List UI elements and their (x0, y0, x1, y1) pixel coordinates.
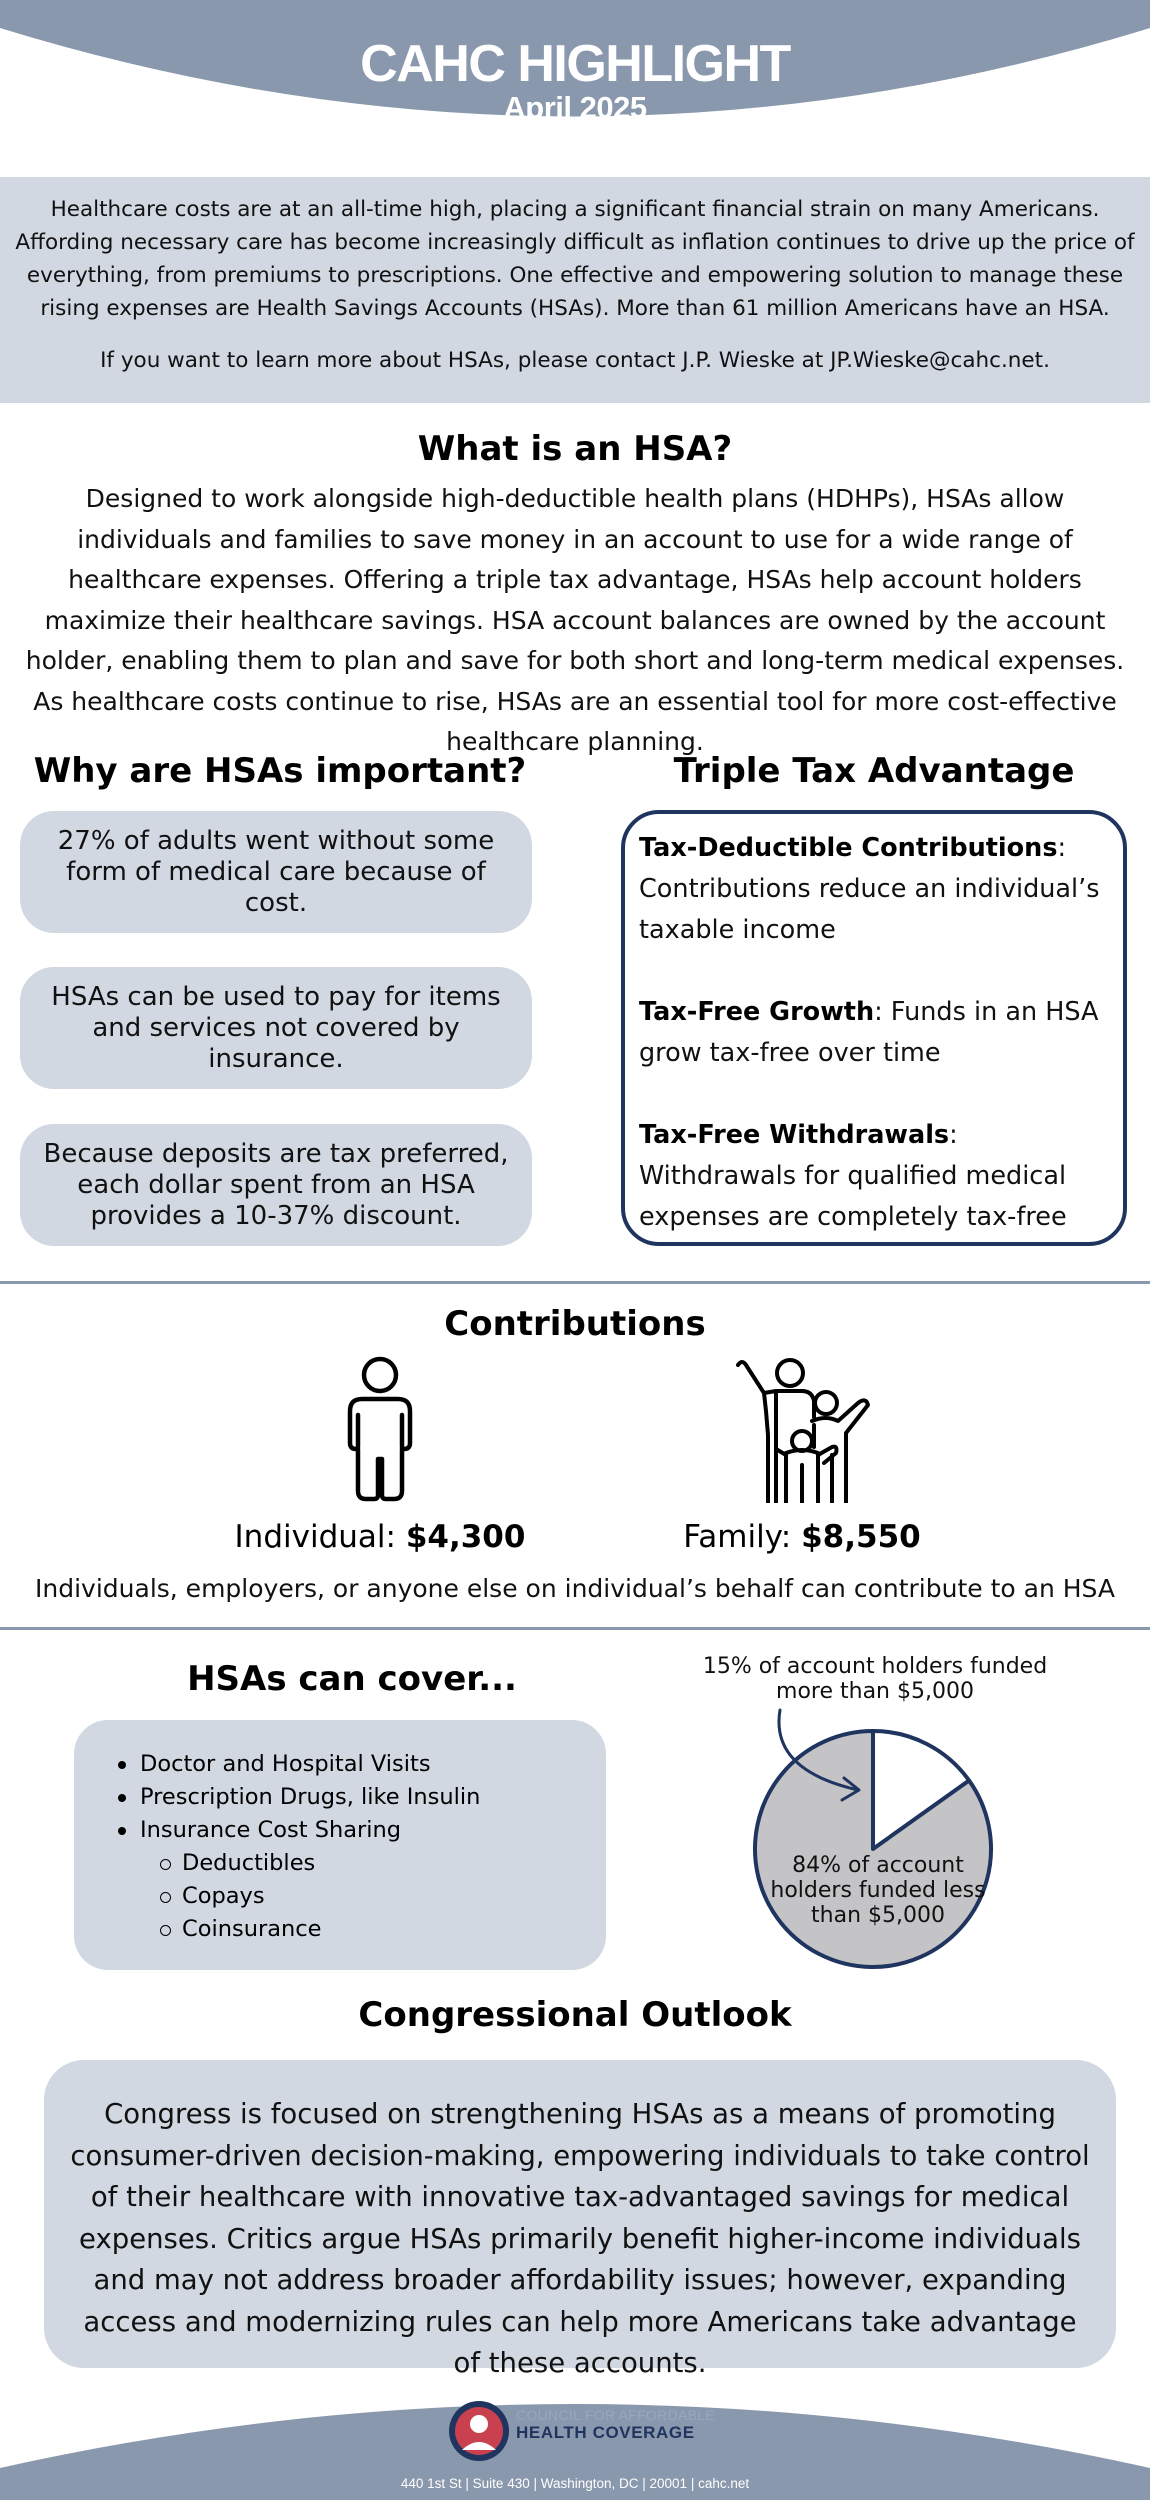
why-item: 27% of adults went without some form of medical care because of cost. (20, 811, 532, 933)
outlook-text: Congress is focused on strengthening HSAs as a means of promoting consumer-driven decision-making, empowering individuals to take control of their healthcare with innovative tax-advantaged savings for medical expenses. Critics argue HSAs primarily benefit higher-income individuals and may not address broader affordability issues; however, expanding access and modernizing rules can help more Americans take advantage of these accounts. (70, 2098, 1090, 2379)
sub-list-item: Deductibles (140, 1847, 606, 1880)
what-heading: What is an HSA? (417, 429, 733, 469)
family-amount: $8,550 (801, 1519, 921, 1555)
tax-advantage-title: Tax-Free Growth (639, 997, 875, 1027)
footer-address: 440 1st St | Suite 430 | Washington, DC | 20001 | cahc.net (400, 2476, 750, 2491)
sub-list-item: Copays (140, 1880, 606, 1913)
pie-label-small: 15% of account holders funded more than $5,000 (702, 1654, 1048, 1704)
family-contribution (652, 1519, 952, 1555)
individual-amount: $4,300 (405, 1519, 526, 1555)
individual-contribution (230, 1519, 530, 1555)
tax-advantage-text: : Contributions reduce an individual’s taxable income (639, 833, 1100, 945)
triple-tax-box (621, 810, 1127, 1246)
list-item: Insurance Cost Sharing (140, 1814, 606, 1847)
cahc-logo-icon (446, 2398, 512, 2464)
why-heading: Why are HSAs important? (33, 751, 527, 791)
family-icon (728, 1355, 876, 1503)
family-label: Family: (683, 1519, 802, 1555)
why-item: Because deposits are tax preferred, each dollar spent from an HSA provides a 10-37% discount. (20, 1124, 532, 1246)
contribution-note: Individuals, employers, or anyone else on individual’s behalf can contribute to an HSA (35, 1574, 1115, 1603)
logo-text-line1: COUNCIL FOR AFFORDABLE (516, 2407, 715, 2423)
cover-heading: HSAs can cover... (187, 1659, 517, 1699)
sub-list-item: Coinsurance (140, 1913, 606, 1946)
contact-text: If you want to learn more about HSAs, please contact J.P. Wieske at JP.Wieske@cahc.net. (100, 348, 1050, 373)
outlook-box (44, 2060, 1116, 2379)
section-divider (0, 1627, 1150, 1630)
what-text: Designed to work alongside high-deductible health plans (HDHPs), HSAs allow individuals and families to save money in an account to use for a wide range of healthcare expenses. Offering a triple tax advantage, HSAs help account holders maximize their healthcare savings. HSA account balances are owned by the account holder, enabling them to plan and save for both short and long-term medical expenses. As healthcare costs continue to rise, HSAs are an essential tool for more cost-effective healthcare planning. (25, 484, 1125, 756)
triple-heading: Triple Tax Advantage (673, 751, 1075, 791)
section-divider (0, 1281, 1150, 1284)
tax-advantage-text: : Withdrawals for qualified medical expenses are completely tax-free (639, 1120, 1067, 1232)
pie-label-large: 84% of account holders funded less than $5,000 (770, 1853, 986, 1928)
intro-band (0, 177, 1150, 403)
tax-advantage-item (639, 992, 1109, 1074)
individual-label: Individual: (234, 1519, 406, 1555)
logo-text-line2: HEALTH COVERAGE (516, 2423, 695, 2442)
tax-advantage-item (639, 1115, 1109, 1238)
header-banner (0, 0, 1150, 175)
person-icon (340, 1355, 420, 1503)
contributions-heading: Contributions (444, 1304, 706, 1344)
arrow-icon (760, 1700, 900, 1810)
tax-advantage-item (639, 828, 1109, 951)
why-item: HSAs can be used to pay for items and services not covered by insurance. (20, 967, 532, 1089)
page-title: CAHC HIGHLIGHT (360, 35, 790, 93)
intro-text: Healthcare costs are at an all-time high, placing a significant financial strain on many Americans. Affording necessary care has become increasingly difficult as inflation continues to drive up the price of everything, from premiums to prescriptions. One effective and empowering solution to manage these rising expenses are Health Savings Accounts (HSAs). More than 61 million Americans have an HSA. (15, 197, 1135, 321)
tax-advantage-text: : Funds in an HSA grow tax-free over time (639, 997, 1099, 1068)
tax-advantage-title: Tax-Free Withdrawals (639, 1120, 950, 1150)
list-item: Prescription Drugs, like Insulin (140, 1781, 606, 1814)
issue-date: April 2025 (503, 90, 647, 125)
list-item: Doctor and Hospital Visits (140, 1748, 606, 1781)
tax-advantage-title: Tax-Deductible Contributions (639, 833, 1058, 863)
cover-box (74, 1720, 606, 1970)
outlook-heading: Congressional Outlook (358, 1995, 792, 2035)
cover-list (140, 1748, 606, 1946)
